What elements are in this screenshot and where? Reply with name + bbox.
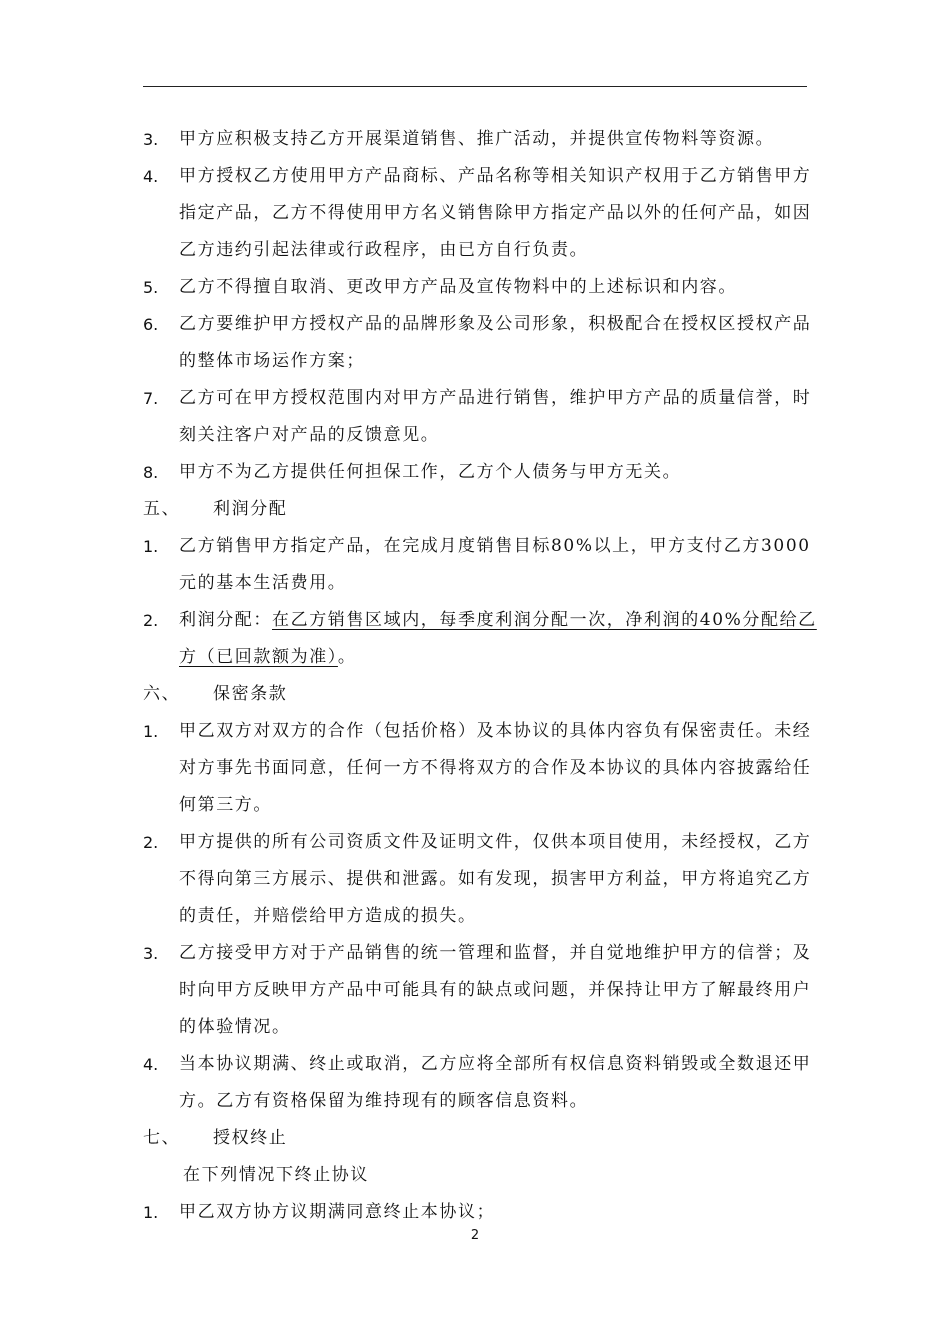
item-text: 甲方应积极支持乙方开展渠道销售、推广活动，并提供宣传物料等资源。 <box>179 129 775 149</box>
list-item <box>143 824 819 935</box>
list-item <box>143 380 819 454</box>
item-number: 6. <box>143 315 159 334</box>
item-number: 3. <box>143 130 159 149</box>
item-number: 2. <box>143 611 159 630</box>
section-title: 保密条款 <box>213 684 288 704</box>
item-text: 乙方不得擅自取消、更改甲方产品及宣传物料中的上述标识和内容。 <box>179 277 737 297</box>
item-text: 乙方销售甲方指定产品，在完成月度销售目标80%以上，甲方支付乙方3000元的基本生活费用。 <box>179 536 811 593</box>
section-heading-termination <box>143 1120 819 1157</box>
section-title: 利润分配 <box>213 499 288 519</box>
item-number: 4. <box>143 1055 159 1074</box>
item-text: 乙方要维护甲方授权产品的品牌形象及公司形象，积极配合在授权区授权产品的整体市场运作方案； <box>179 314 812 371</box>
list-item <box>143 121 819 158</box>
document-body <box>143 121 819 1231</box>
section-heading-profit <box>143 491 819 528</box>
section-intro: 在下列情况下终止协议 <box>183 1165 369 1185</box>
list-item <box>143 935 819 1046</box>
item-text: 当本协议期满、终止或取消，乙方应将全部所有权信息资料销毁或全数退还甲方。乙方有资格保留为维持现有的顾客信息资料。 <box>179 1054 812 1111</box>
item-number: 4. <box>143 167 159 186</box>
section-number: 六、 <box>143 684 181 704</box>
section-number: 七、 <box>143 1128 181 1148</box>
list-item <box>143 1194 819 1231</box>
section-number: 五、 <box>143 499 181 519</box>
page-number: 2 <box>470 1228 480 1243</box>
item-number: 3. <box>143 944 159 963</box>
item-text: 甲乙双方对双方的合作（包括价格）及本协议的具体内容负有保密责任。未经对方事先书面同意，任何一方不得将双方的合作及本协议的具体内容披露给任何第三方。 <box>179 721 812 815</box>
item-text: 甲方提供的所有公司资质文件及证明文件，仅供本项目使用，未经授权，乙方不得向第三方展示、提供和泄露。如有发现，损害甲方利益，甲方将追究乙方的责任，并赔偿给甲方造成的损失。 <box>179 832 812 926</box>
list-item <box>143 306 819 380</box>
item-number: 1. <box>143 1203 159 1222</box>
list-item <box>143 713 819 824</box>
item-label: 利润分配： <box>179 610 272 630</box>
header-rule <box>143 86 807 87</box>
item-tail: 。 <box>337 647 357 667</box>
list-item <box>143 158 819 269</box>
section-title: 授权终止 <box>213 1128 288 1148</box>
item-number: 1. <box>143 722 159 741</box>
item-text: 甲方不为乙方提供任何担保工作，乙方个人债务与甲方无关。 <box>179 462 682 482</box>
item-text: 乙方可在甲方授权范围内对甲方产品进行销售，维护甲方产品的质量信誉，时刻关注客户对产品的反馈意见。 <box>179 388 812 445</box>
list-item <box>143 1046 819 1120</box>
item-number: 5. <box>143 278 159 297</box>
item-text <box>179 602 819 676</box>
item-number: 8. <box>143 463 159 482</box>
item-number: 7. <box>143 389 159 408</box>
underlined-text: 在乙方销售区域内，每季度利润分配一次，净利润的40%分配给乙方（已回款额为准） <box>179 610 817 667</box>
list-item <box>143 454 819 491</box>
section-heading-confidentiality <box>143 676 819 713</box>
list-item <box>143 269 819 306</box>
item-number: 1. <box>143 537 159 556</box>
item-text: 甲乙双方协方议期满同意终止本协议； <box>179 1202 496 1222</box>
list-item <box>143 528 819 602</box>
item-number: 2. <box>143 833 159 852</box>
item-text: 乙方接受甲方对于产品销售的统一管理和监督，并自觉地维护甲方的信誉；及时向甲方反映甲方产品中可能具有的缺点或问题，并保持让甲方了解最终用户的体验情况。 <box>179 943 812 1037</box>
item-text: 甲方授权乙方使用甲方产品商标、产品名称等相关知识产权用于乙方销售甲方指定产品，乙方不得使用甲方名义销售除甲方指定产品以外的任何产品，如因乙方违约引起法律或行政程序，由已方自行负责。 <box>179 166 812 260</box>
list-item <box>143 602 819 676</box>
